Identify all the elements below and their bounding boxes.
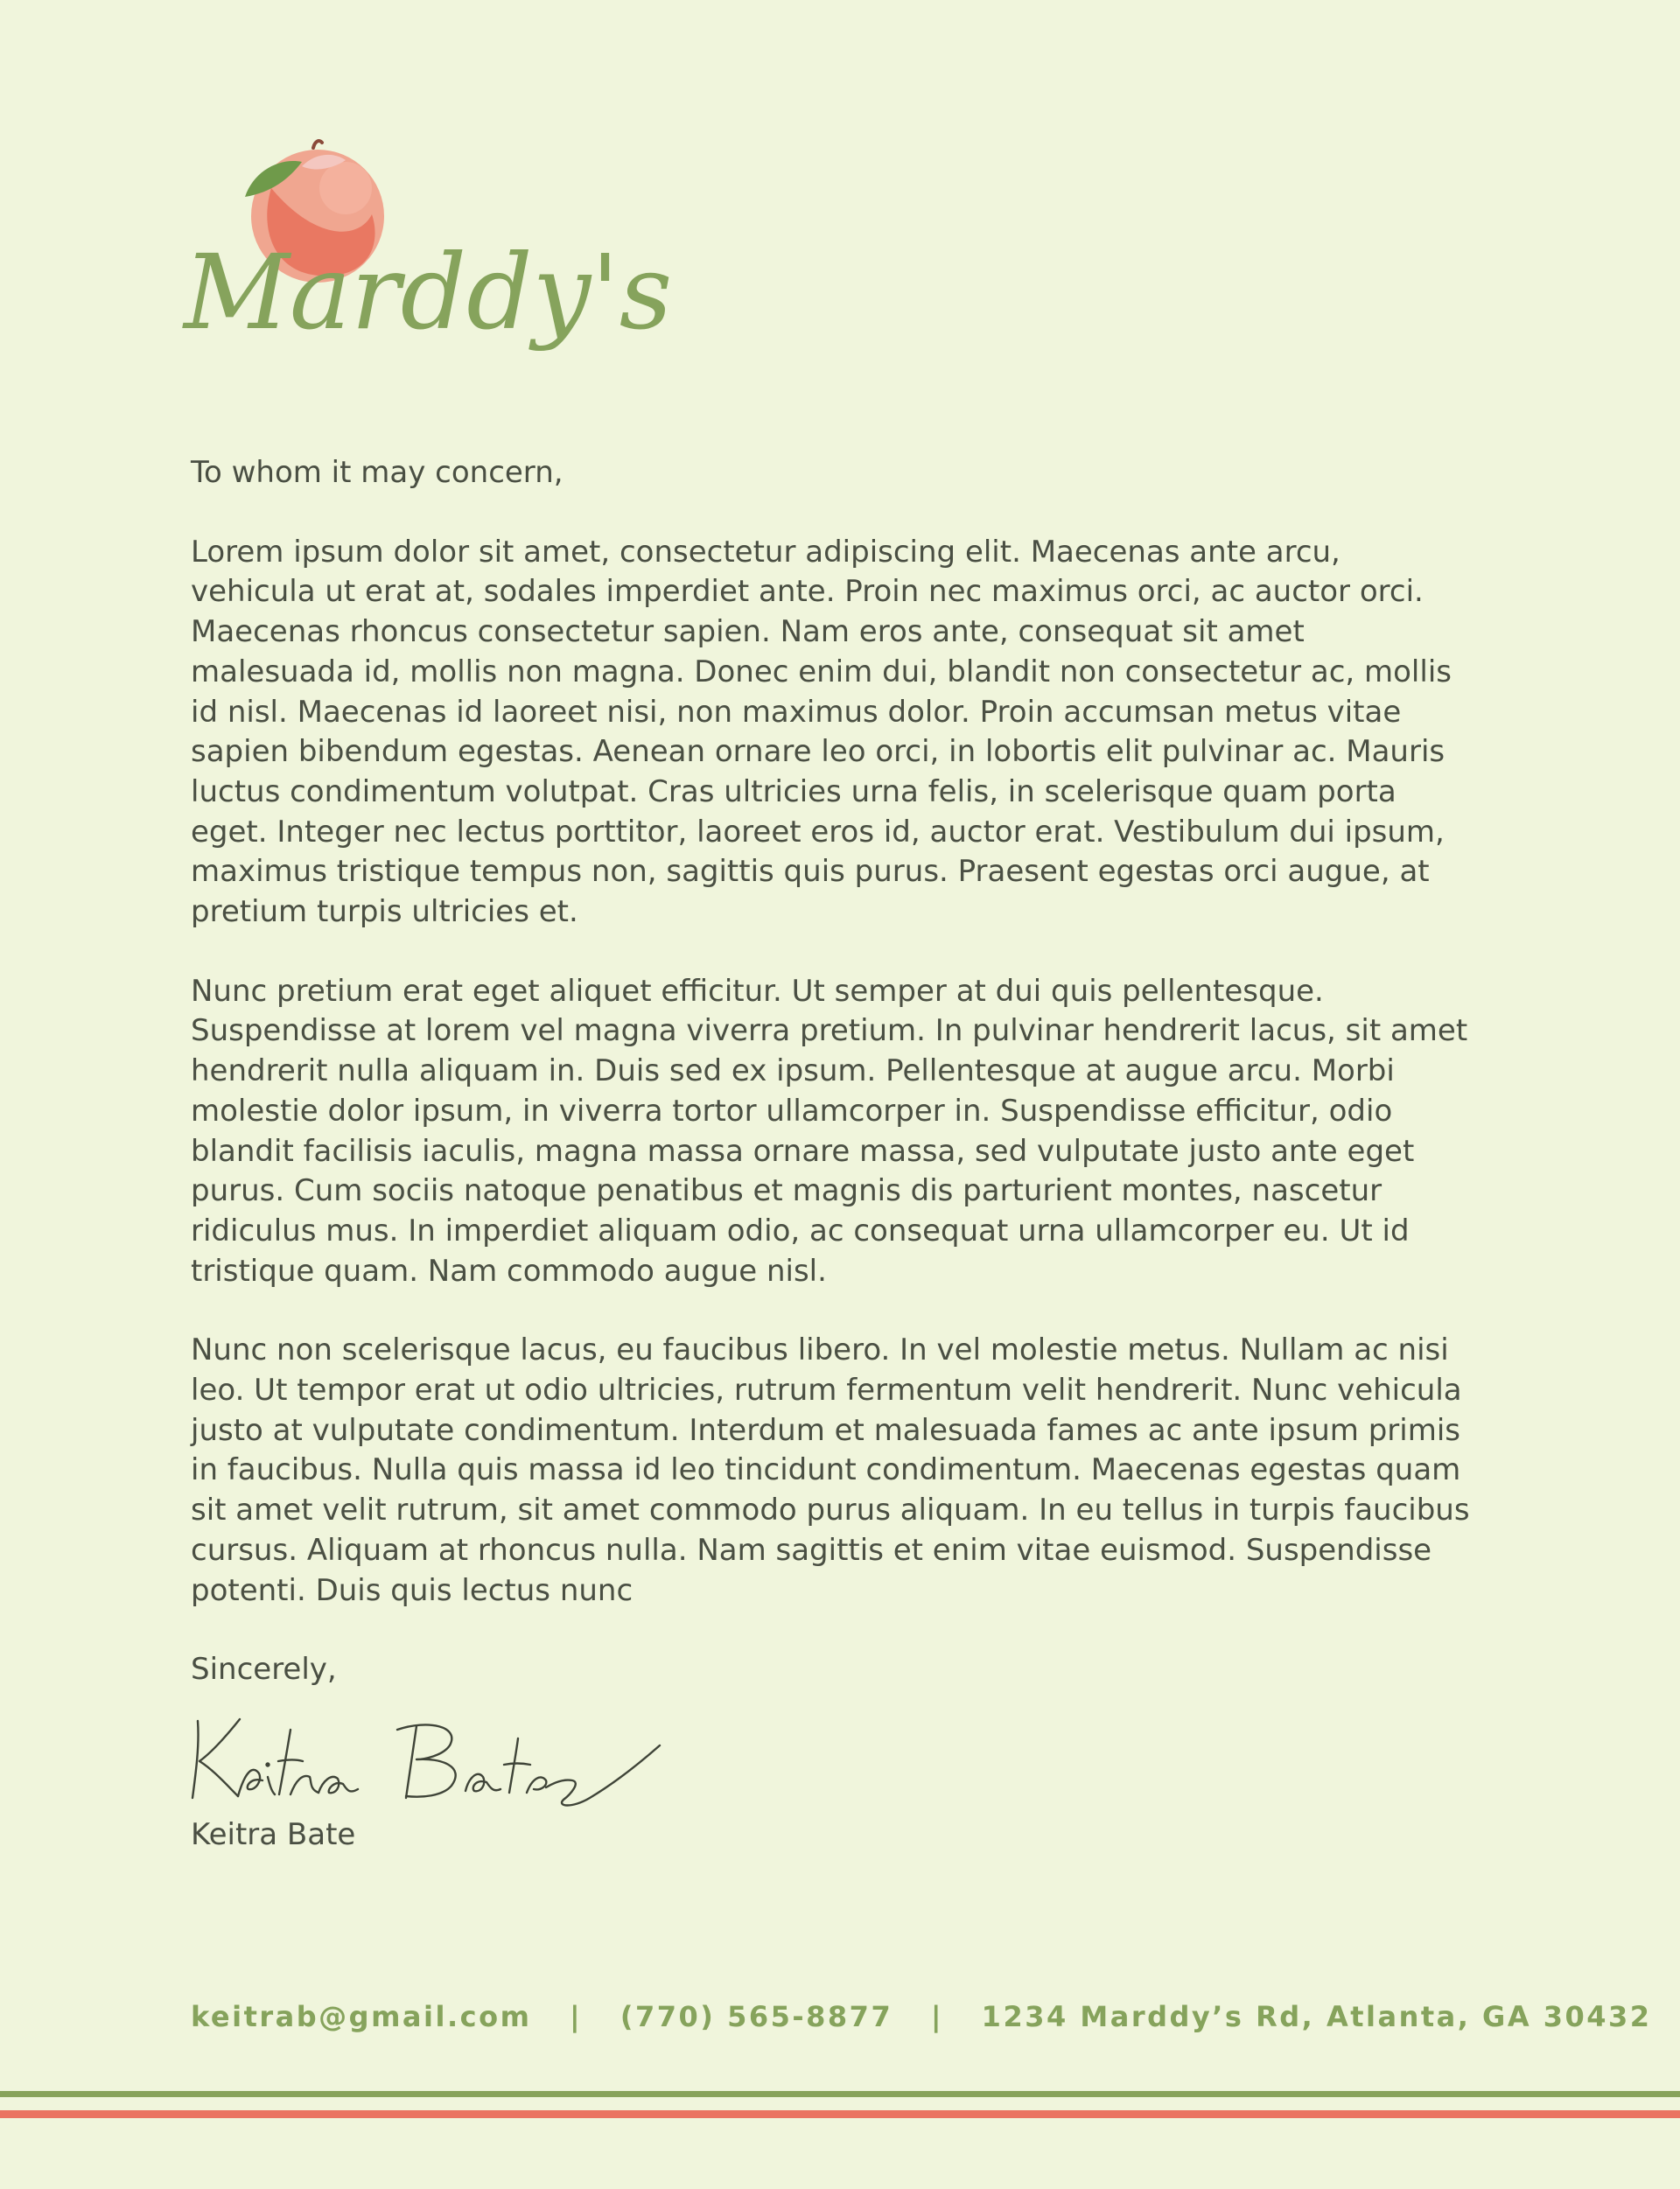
footer-phone[interactable]: (770) 565-8877: [620, 2000, 893, 2033]
paragraph-line: maximus tristique tempus non, sagittis quis purus. Praesent egestas orci augue, at: [191, 854, 1430, 890]
paragraph-line: justo at vulputate condimentum. Interdum et malesuada fames ac ante ipsum primis: [191, 1412, 1460, 1448]
footer-separator: |: [930, 2000, 944, 2033]
paragraph-line: Lorem ipsum dolor sit amet, consectetur adipiscing elit. Maecenas ante arcu,: [191, 534, 1340, 570]
paragraph-line: eget. Integer nec lectus porttitor, laoreet eros id, auctor erat. Vestibulum dui ipsum,: [191, 814, 1445, 850]
paragraph-line: luctus condimentum volutpat. Cras ultricies urna felis, in scelerisque quam porta: [191, 773, 1396, 809]
paragraph-line: purus. Cum sociis natoque penatibus et magnis dis parturient montes, nascetur: [191, 1173, 1382, 1209]
paragraph-line: in faucibus. Nulla quis massa id leo tincidunt condimentum. Maecenas egestas quam: [191, 1452, 1461, 1488]
footer-stripe-peach: [0, 2110, 1680, 2118]
handwritten-signature: [187, 1710, 686, 1811]
paragraph-line: Maecenas rhoncus consectetur sapien. Nam eros ante, consequat sit amet: [191, 614, 1305, 650]
paragraph-line: leo. Ut tempor erat ut odio ultricies, rutrum fermentum velit hendrerit. Nunc vehicula: [191, 1373, 1462, 1409]
salutation: To whom it may concern,: [191, 455, 564, 490]
letter-body: [191, 453, 1503, 1690]
footer-contact: [191, 2000, 1652, 2033]
signature-graphic: [187, 1710, 686, 1811]
paragraph-line: molestie dolor ipsum, in viverra tortor ullamcorper in. Suspendisse efficitur, odio: [191, 1093, 1393, 1129]
paragraph-line: Nunc pretium erat eget aliquet efficitur. Ut semper at dui quis pellentesque.: [191, 973, 1324, 1009]
paragraph-line: id nisl. Maecenas id laoreet nisi, non maximus dolor. Proin accumsan metus vitae: [191, 694, 1402, 730]
letter-paragraph-2: [191, 972, 1503, 1292]
letter-paragraph-1: [191, 533, 1503, 933]
paragraph-line: pretium turpis ultricies et.: [191, 894, 578, 930]
letter-paragraph-3: [191, 1331, 1503, 1611]
brand-logo: [184, 136, 673, 398]
marddys-logo-graphic: [184, 136, 673, 398]
closing: Sincerely,: [191, 1652, 337, 1688]
paragraph-line: vehicula ut erat at, sodales imperdiet ante. Proin nec maximus orci, ac auctor orci.: [191, 574, 1424, 610]
paragraph-line: sapien bibendum egestas. Aenean ornare leo orci, in lobortis elit pulvinar ac. Mauris: [191, 734, 1446, 770]
footer-stripe-green: [0, 2091, 1680, 2097]
footer-separator: |: [570, 2000, 583, 2033]
paragraph-line: sit amet velit rutrum, sit amet commodo purus aliquam. In eu tellus in turpis faucibus: [191, 1493, 1470, 1528]
paragraph-line: Suspendisse at lorem vel magna viverra pretium. In pulvinar hendrerit lacus, sit amet: [191, 1013, 1468, 1049]
footer-email[interactable]: keitrab@gmail.com: [191, 2000, 532, 2033]
footer-address: 1234 Marddy’s Rd, Atlanta, GA 30432: [981, 2000, 1652, 2033]
paragraph-line: malesuada id, mollis non magna. Donec enim dui, blandit non consectetur ac, mollis: [191, 654, 1452, 689]
paragraph-line: ridiculus mus. In imperdiet aliquam odio, ac consequat urna ullamcorper eu. Ut id: [191, 1213, 1410, 1248]
paragraph-line: Nunc non scelerisque lacus, eu faucibus libero. In vel molestie metus. Nullam ac nisi: [191, 1332, 1449, 1368]
brand-name: Marddy's: [184, 232, 673, 353]
paragraph-line: hendrerit nulla aliquam in. Duis sed ex ipsum. Pellentesque at augue arcu. Morbi: [191, 1053, 1395, 1089]
brand-wordmark: [182, 232, 672, 353]
paragraph-line: potenti. Duis quis lectus nunc: [191, 1572, 634, 1608]
signer-name: Keitra Bate: [191, 1817, 356, 1852]
paragraph-line: blandit facilisis iaculis, magna massa ornare massa, sed vulputate justo ante eget: [191, 1133, 1415, 1169]
paragraph-line: cursus. Aliquam at rhoncus nulla. Nam sagittis et enim vitae euismod. Suspendisse: [191, 1532, 1432, 1568]
paragraph-line: tristique quam. Nam commodo augue nisl.: [191, 1253, 827, 1289]
